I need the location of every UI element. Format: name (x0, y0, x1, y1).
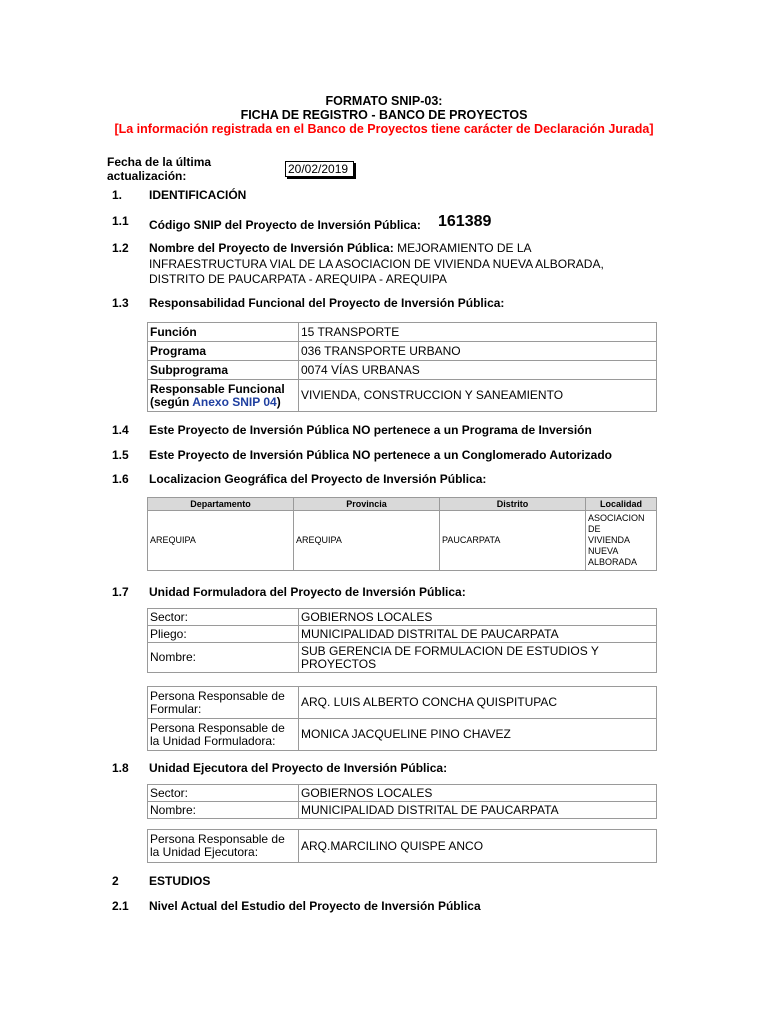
table-cell-label (148, 719, 299, 751)
table-row (148, 785, 657, 802)
section-number: 2 (112, 874, 119, 888)
segun-prefix: (según (150, 394, 193, 409)
table-row (148, 626, 657, 643)
section-number: 1.8 (112, 761, 129, 775)
section-title-localizacion: Localizacion Geográfica del Proyecto de Inversión Pública: (149, 472, 487, 486)
project-name-label: Nombre del Proyecto de Inversión Pública: (149, 241, 394, 255)
section-title-unidad-formuladora: Unidad Formuladora del Proyecto de Inversión Pública: (149, 585, 466, 599)
table-cell-label: Sector: (148, 785, 299, 802)
label-line: Persona Responsable de (150, 832, 285, 846)
form-subtitle: FICHA DE REGISTRO - BANCO DE PROYECTOS (240, 108, 528, 122)
table-cell-value: 036 TRANSPORTE URBANO (299, 342, 657, 361)
section-title-identificacion: IDENTIFICACIÓN (149, 188, 247, 202)
column-header: Departamento (148, 498, 294, 511)
table-row (148, 687, 657, 719)
table-cell-label: Subprograma (148, 361, 299, 380)
project-name-value-3: DISTRITO DE PAUCARPATA - AREQUIPA - AREQUIPA (149, 272, 447, 286)
project-name-value-1: MEJORAMIENTO DE LA (397, 241, 532, 255)
table-row (148, 802, 657, 819)
table-cell-label (148, 380, 299, 412)
label-line: la Unidad Ejecutora: (150, 845, 259, 859)
table-cell-label (148, 830, 299, 863)
label-line: Persona Responsable de (150, 720, 285, 735)
localidad-line: NUEVA (588, 546, 619, 556)
section-title-nivel-estudio: Nivel Actual del Estudio del Proyecto de Inversión Pública (149, 899, 481, 913)
segun-suffix: ) (276, 394, 281, 409)
label-line: la Unidad Formuladora: (150, 733, 276, 748)
table-row (148, 342, 657, 361)
table-cell-value: 15 TRANSPORTE (299, 323, 657, 342)
responsables-formuladora-table (147, 686, 657, 751)
localizacion-table (147, 497, 657, 571)
unidad-ejecutora-table (147, 784, 657, 819)
conglomerado-note: Este Proyecto de Inversión Pública NO pertenece a un Conglomerado Autorizado (149, 448, 612, 462)
form-title: FORMATO SNIP-03: (325, 94, 443, 108)
provincia-cell: AREQUIPA (294, 511, 440, 571)
nombre-line: PROYECTOS (301, 656, 377, 671)
table-cell-value: VIVIENDA, CONSTRUCCION Y SANEAMIENTO (299, 380, 657, 412)
column-header: Localidad (586, 498, 657, 511)
table-cell-label: Función (148, 323, 299, 342)
table-cell-value: ARQ. LUIS ALBERTO CONCHA QUISPITUPAC (299, 687, 657, 719)
section-number: 1.7 (112, 585, 129, 599)
localidad-line: VIVIENDA (588, 535, 631, 545)
section-title-estudios: ESTUDIOS (149, 874, 211, 888)
responsabilidad-table (147, 322, 657, 412)
table-cell-value: GOBIERNOS LOCALES (299, 609, 657, 626)
localidad-cell (586, 511, 657, 571)
section-number: 1.6 (112, 472, 129, 486)
table-cell-value: GOBIERNOS LOCALES (299, 785, 657, 802)
table-cell-label: Pliego: (148, 626, 299, 643)
section-title-unidad-ejecutora: Unidad Ejecutora del Proyecto de Inversión Pública: (149, 761, 448, 775)
update-label-line1: Fecha de la última (107, 155, 212, 169)
table-row (148, 643, 657, 673)
table-cell-label: Nombre: (148, 802, 299, 819)
table-row (148, 719, 657, 751)
table-cell-label: Sector: (148, 609, 299, 626)
section-title-responsabilidad: Responsabilidad Funcional del Proyecto de Inversión Pública: (149, 296, 505, 310)
table-row (148, 323, 657, 342)
table-cell-value: ARQ.MARCILINO QUISPE ANCO (299, 830, 657, 863)
update-date-field: 20/02/2019 (285, 161, 354, 177)
label-line: Formular: (150, 701, 202, 716)
table-cell-label: Programa (148, 342, 299, 361)
responsable-label: Responsable Funcional (150, 381, 285, 396)
section-number: 1.3 (112, 296, 129, 310)
label-line: Persona Responsable de (150, 688, 285, 703)
table-cell-value: MUNICIPALIDAD DISTRITAL DE PAUCARPATA (299, 802, 657, 819)
section-number: 1.5 (112, 448, 129, 462)
table-row (148, 511, 657, 571)
table-row (148, 361, 657, 380)
section-number: 1. (112, 188, 123, 202)
declaration-warning: [La información registrada en el Banco de Proyectos tiene carácter de Declaración Jurada] (114, 122, 654, 136)
table-cell-value: MUNICIPALIDAD DISTRITAL DE PAUCARPATA (299, 626, 657, 643)
localidad-line: DE (588, 524, 601, 534)
table-header-row (148, 498, 657, 511)
departamento-cell: AREQUIPA (148, 511, 294, 571)
table-cell-label: Nombre: (148, 643, 299, 673)
section-number: 1.4 (112, 423, 129, 437)
section-number: 1.2 (112, 241, 129, 255)
update-label-line2: actualización: (107, 169, 187, 183)
table-row (148, 380, 657, 412)
table-row (148, 609, 657, 626)
table-cell-value (299, 643, 657, 673)
unidad-formuladora-table (147, 608, 657, 673)
column-header: Provincia (294, 498, 440, 511)
distrito-cell: PAUCARPATA (440, 511, 586, 571)
section-number: 1.1 (112, 214, 129, 228)
column-header: Distrito (440, 498, 586, 511)
anexo-snip-04-link[interactable]: Anexo SNIP 04 (192, 394, 277, 409)
table-cell-value: MONICA JACQUELINE PINO CHAVEZ (299, 719, 657, 751)
snip-code-label: Código SNIP del Proyecto de Inversión Pública: (149, 218, 421, 232)
responsable-ejecutora-table (147, 829, 657, 863)
nombre-line: SUB GERENCIA DE FORMULACION DE ESTUDIOS Y (301, 643, 599, 658)
table-cell-value: 0074 VÍAS URBANAS (299, 361, 657, 380)
programa-inversion-note: Este Proyecto de Inversión Pública NO pertenece a un Programa de Inversión (149, 423, 592, 437)
project-name-line1 (149, 241, 532, 255)
section-number: 2.1 (112, 899, 129, 913)
snip-code-value: 161389 (438, 213, 492, 230)
localidad-line: ALBORADA (588, 557, 638, 567)
table-row (148, 830, 657, 863)
localidad-line: ASOCIACION (588, 513, 645, 523)
project-name-value-2: INFRAESTRUCTURA VIAL DE LA ASOCIACION DE VIVIENDA NUEVA ALBORADA, (149, 257, 604, 271)
table-cell-label (148, 687, 299, 719)
